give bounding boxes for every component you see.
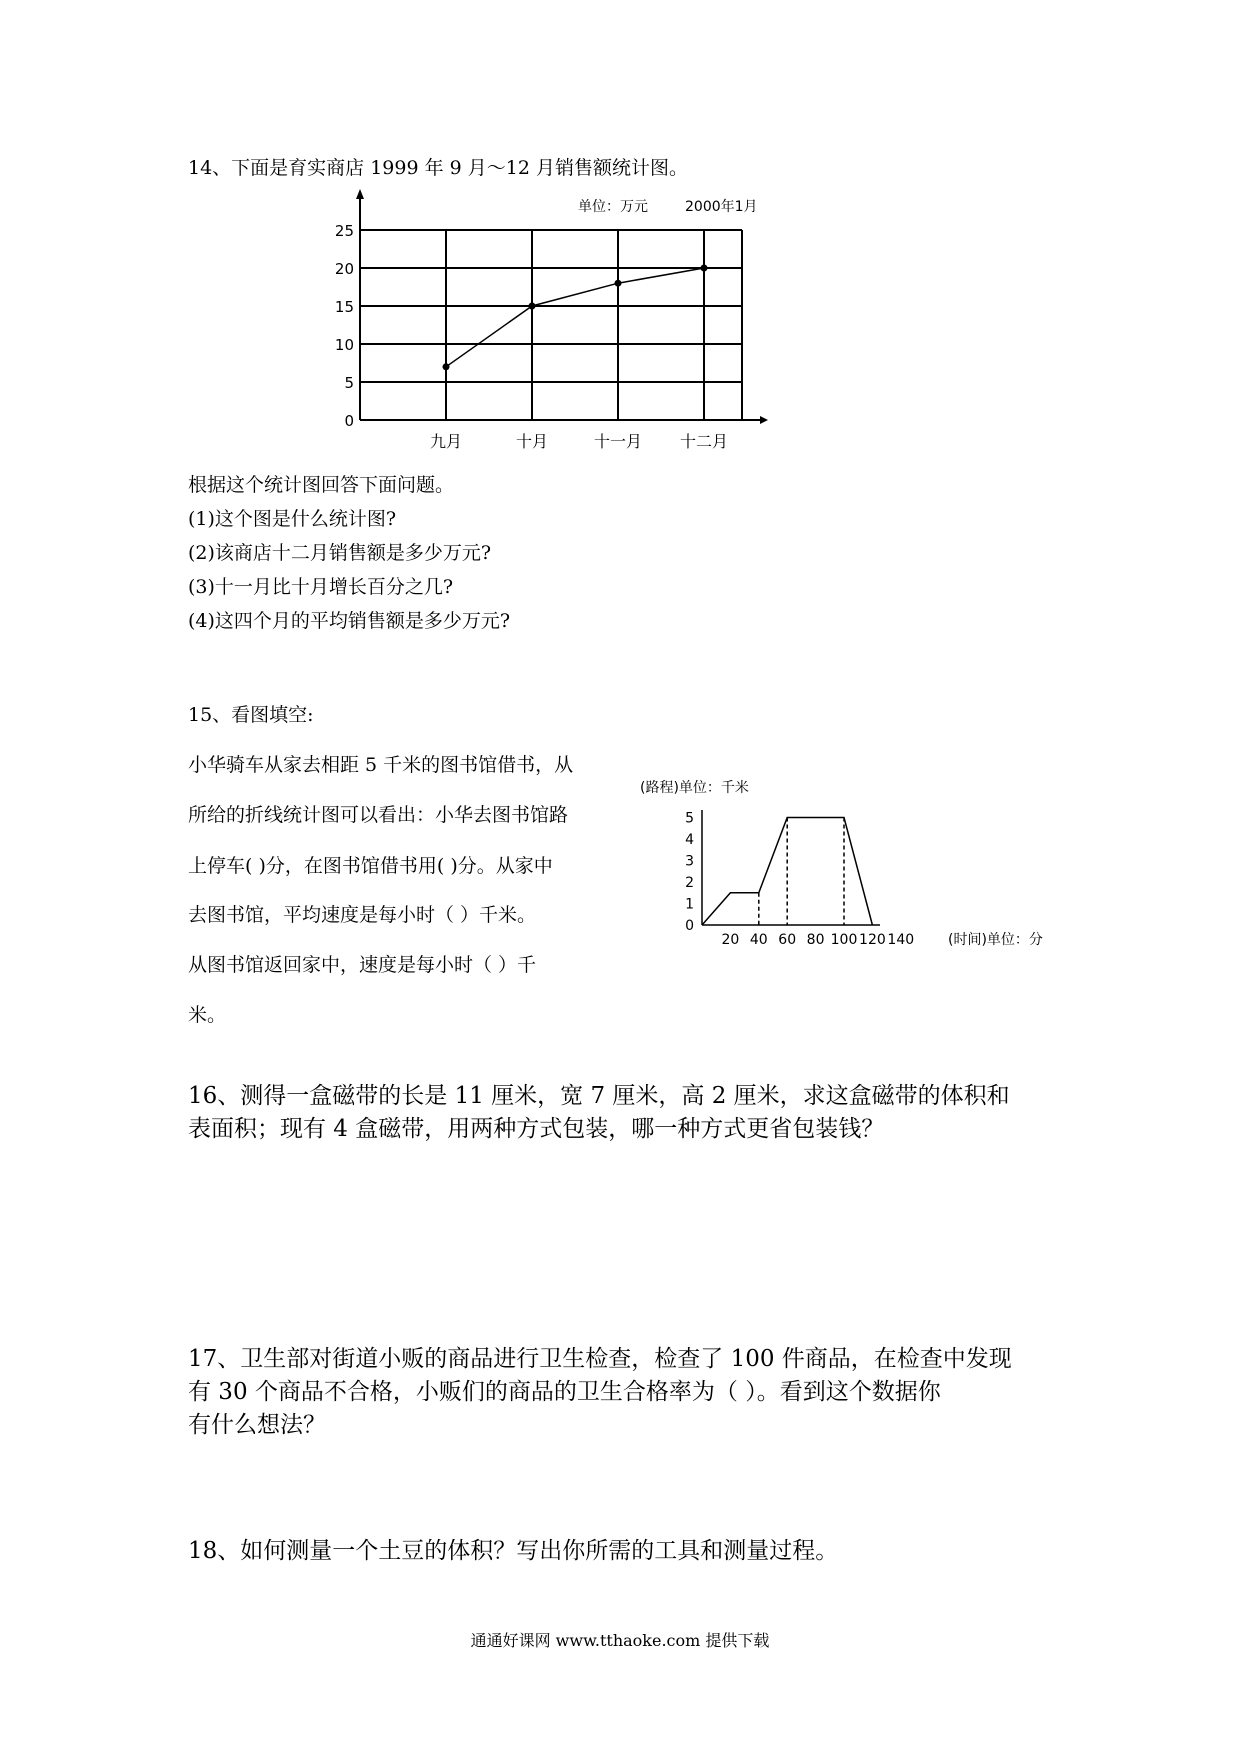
x-tick-label: 十一月 <box>593 432 643 451</box>
x-axis-label: (时间)单位：分 <box>948 932 1043 948</box>
data-point-4 <box>701 265 708 272</box>
q14-intro: 根据这个统计图回答下面问题。 <box>188 474 455 496</box>
q15-line-6: 米。 <box>188 1004 227 1026</box>
x-tick-label: 20 <box>721 932 740 948</box>
q17-line-1: 17、卫生部对街道小贩的商品进行卫生检查，检查了 100 件商品，在检查中发现 <box>188 1346 1012 1372</box>
q14-question-1: (1)这个图是什么统计图? <box>188 508 397 530</box>
x-tick-label: 80 <box>806 932 825 948</box>
x-tick-label: 120 <box>859 932 886 948</box>
date-label: 2000年1月 <box>685 199 758 215</box>
y-tick-label: 25 <box>334 222 354 240</box>
q14-question-2: (2)该商店十二月销售额是多少万元? <box>188 542 492 564</box>
x-tick-label: 十月 <box>515 432 549 451</box>
q14-question-3: (3)十一月比十月增长百分之几? <box>188 576 454 598</box>
y-tick-label: 4 <box>685 832 694 848</box>
q16-line-2: 表面积；现有 4 盒磁带，用两种方式包装，哪一种方式更省包装钱？ <box>188 1116 885 1142</box>
y-axis-arrow <box>356 189 364 199</box>
x-tick-label: 九月 <box>429 432 463 451</box>
y-tick-label: 0 <box>685 918 694 934</box>
data-point-3 <box>615 280 622 287</box>
x-tick-label: 60 <box>778 932 797 948</box>
x-tick-label: 140 <box>887 932 915 948</box>
q17-line-3: 有什么想法？ <box>188 1412 326 1438</box>
sales-line-chart <box>334 195 880 460</box>
q15-line-2: 所给的折线统计图可以看出：小华去图书馆路 <box>188 804 569 826</box>
data-point-2 <box>529 303 536 310</box>
y-tick-label: 0 <box>344 412 354 430</box>
q14-question-4: (4)这四个月的平均销售额是多少万元? <box>188 610 511 632</box>
y-tick-label: 2 <box>685 875 694 891</box>
q14-title: 14、下面是育实商店 1999 年 9 月～12 月销售额统计图。 <box>188 157 688 179</box>
y-tick-label: 5 <box>685 810 694 827</box>
q15-line-5: 从图书馆返回家中，速度是每小时（ ）千 <box>188 954 537 976</box>
y-tick-label: 20 <box>334 260 354 278</box>
y-tick-label: 3 <box>685 853 694 870</box>
y-tick-label: 5 <box>344 374 354 392</box>
y-axis-label: (路程)单位：千米 <box>640 780 749 796</box>
y-tick-label: 10 <box>334 336 354 354</box>
sales-series-line <box>446 268 704 367</box>
unit-label: 单位：万元 <box>578 199 648 215</box>
x-axis-arrow <box>760 416 768 424</box>
q16-line-1: 16、测得一盒磁带的长是 11 厘米，宽 7 厘米，高 2 厘米，求这盒磁带的体积和 <box>188 1083 1010 1109</box>
y-tick-label: 15 <box>334 298 354 316</box>
distance-time-chart <box>640 755 1080 960</box>
x-tick-label: 40 <box>749 932 768 948</box>
data-point-1 <box>443 363 450 370</box>
q17-line-2: 有 30 个商品不合格，小贩们的商品的卫生合格率为（ ）。看到这个数据你 <box>188 1379 941 1405</box>
x-tick-label: 十二月 <box>679 432 729 451</box>
q15-line-1: 小华骑车从家去相距 5 千米的图书馆借书，从 <box>188 754 574 776</box>
x-tick-label: 100 <box>830 932 858 948</box>
q15-line-3: 上停车( )分，在图书馆借书用( )分。从家中 <box>188 855 553 877</box>
q18-title: 18、如何测量一个土豆的体积？写出你所需的工具和测量过程。 <box>188 1538 839 1564</box>
q15-title: 15、看图填空: <box>188 704 314 726</box>
y-tick-label: 1 <box>685 896 694 913</box>
q15-line-4: 去图书馆，平均速度是每小时（ ）千米。 <box>188 904 537 926</box>
footer: 通通好课网 www.tthaoke.com 提供下载 <box>470 1631 770 1650</box>
